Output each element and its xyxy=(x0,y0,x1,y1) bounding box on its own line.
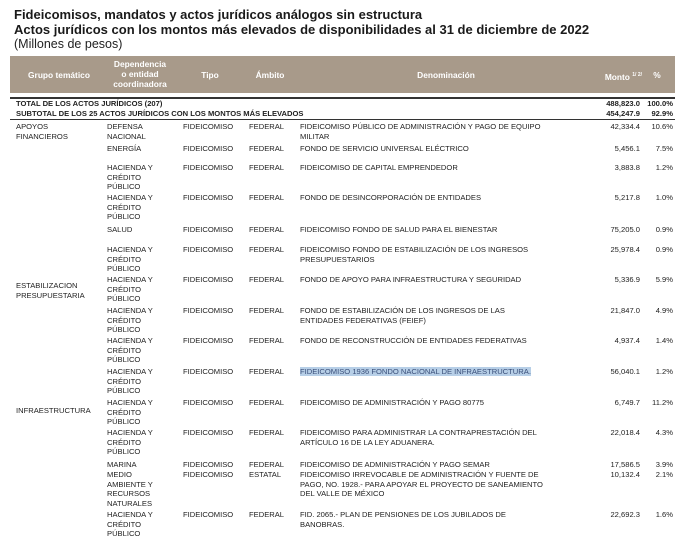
cell-tipo: FIDEICOMISO xyxy=(183,428,234,437)
header-ambito: Ámbito xyxy=(255,70,285,80)
cell-pct: 1.2% xyxy=(655,163,673,172)
cell-ambito: FEDERAL xyxy=(249,510,285,519)
cell-ambito: FEDERAL xyxy=(249,225,285,234)
denominacion-line: BANOBRAS. xyxy=(300,519,345,529)
document-subtitle: (Millones de pesos) xyxy=(14,37,123,51)
cell-ambito: FEDERAL xyxy=(249,144,285,153)
header-tipo: Tipo xyxy=(201,70,219,80)
header-denominacion: Denominación xyxy=(417,70,475,80)
cell-monto: 5,336.9 xyxy=(614,275,640,284)
cell-tipo: FIDEICOMISO xyxy=(183,336,234,345)
subtotal-monto: 454,247.9 xyxy=(606,109,640,118)
dependencia-line: CRÉDITO xyxy=(107,202,142,212)
cell-dependencia xyxy=(107,144,185,154)
dependencia-line: RECURSOS xyxy=(107,489,151,498)
dependencia-line: CRÉDITO xyxy=(107,284,142,294)
cell-ambito: FEDERAL xyxy=(249,122,285,131)
cell-pct: 1.6% xyxy=(655,510,673,519)
group-label-line: INFRAESTRUCTURA xyxy=(16,406,91,415)
cell-tipo: FIDEICOMISO xyxy=(183,193,234,202)
cell-pct: 1.2% xyxy=(655,367,673,376)
cell-dependencia xyxy=(107,428,185,457)
cell-dependencia xyxy=(107,460,185,470)
denominacion-line: FONDO DE RECONSTRUCCIÓN DE ENTIDADES FEDERATIVAS xyxy=(300,336,527,345)
group-label-line: APOYOS xyxy=(16,122,49,131)
cell-monto: 17,586.5 xyxy=(610,460,640,469)
cell-dependencia xyxy=(107,336,185,365)
cell-denominacion xyxy=(300,428,580,447)
cell-ambito: FEDERAL xyxy=(249,428,285,437)
denominacion-line[interactable] xyxy=(300,367,580,377)
document-title: Fideicomisos, mandatos y actos jurídicos análogos sin estructura xyxy=(14,7,423,22)
header-dependencia-line: o entidad xyxy=(121,69,159,79)
cell-tipo: FIDEICOMISO xyxy=(183,460,234,469)
dependencia-line: NACIONAL xyxy=(107,131,146,141)
cell-tipo: FIDEICOMISO xyxy=(183,225,234,234)
dependencia-line: CRÉDITO xyxy=(107,407,142,417)
cell-denominacion xyxy=(300,336,580,346)
cell-denominacion xyxy=(300,470,580,499)
cell-ambito: FEDERAL xyxy=(249,245,285,254)
denominacion-line: DEL VALLE DE MÉXICO xyxy=(300,489,385,498)
denominacion-line: FIDEICOMISO PÚBLICO DE ADMINISTRACIÓN Y PAGO DE EQUIPO xyxy=(300,122,541,131)
total-monto: 488,823.0 xyxy=(606,99,640,108)
cell-monto: 5,217.8 xyxy=(614,193,640,202)
cell-dependencia xyxy=(107,306,185,335)
cell-monto: 4,937.4 xyxy=(614,336,640,345)
denominacion-line: FIDEICOMISO PARA ADMINISTRAR LA CONTRAPRESTACIÓN DEL xyxy=(300,428,537,437)
cell-pct: 10.6% xyxy=(651,122,673,131)
dependencia-line: HACIENDA Y xyxy=(107,510,153,519)
denominacion-line: FONDO DE ESTABILIZACIÓN DE LOS INGRESOS DE LAS xyxy=(300,306,505,315)
dependencia-line: HACIENDA Y xyxy=(107,193,153,202)
denominacion-line: FID. 2065.- PLAN DE PENSIONES DE LOS JUBILADOS DE xyxy=(300,510,506,519)
cell-denominacion xyxy=(300,144,580,154)
dependencia-line: PÚBLICO xyxy=(107,325,141,334)
cell-monto: 21,847.0 xyxy=(610,306,640,315)
cell-dependencia xyxy=(107,398,185,427)
cell-ambito: FEDERAL xyxy=(249,306,285,315)
cell-ambito: FEDERAL xyxy=(249,275,285,284)
subtotal-label: SUBTOTAL DE LOS 25 ACTOS JURÍDICOS CON LOS MONTOS MÁS ELEVADOS xyxy=(16,109,304,118)
cell-dependencia xyxy=(107,122,185,141)
cell-ambito: FEDERAL xyxy=(249,460,285,469)
dependencia-line: PÚBLICO xyxy=(107,294,141,303)
denominacion-line: FIDEICOMISO DE CAPITAL EMPRENDEDOR xyxy=(300,163,458,172)
header-monto-note: 1/ 2/ xyxy=(632,72,642,78)
cell-dependencia xyxy=(107,245,185,274)
dependencia-line: PÚBLICO xyxy=(107,529,141,538)
cell-pct: 3.9% xyxy=(655,460,673,469)
cell-denominacion xyxy=(300,193,580,203)
cell-monto: 22,018.4 xyxy=(610,428,640,437)
denominacion-line: FONDO DE APOYO PARA INFRAESTRUCTURA Y SEGURIDAD xyxy=(300,275,522,284)
dependencia-line: PÚBLICO xyxy=(107,386,141,395)
denominacion-line: FIDEICOMISO DE ADMINISTRACIÓN Y PAGO SEMAR xyxy=(300,460,490,469)
denominacion-line: FIDEICOMISO FONDO DE ESTABILIZACIÓN DE LOS INGRESOS xyxy=(300,245,529,254)
total-pct: 100.0% xyxy=(647,99,673,108)
cell-pct: 0.9% xyxy=(655,225,673,234)
cell-dependencia xyxy=(107,510,185,539)
cell-denominacion xyxy=(300,122,580,141)
cell-pct: 4.9% xyxy=(655,306,673,315)
dependencia-line: CRÉDITO xyxy=(107,437,142,447)
cell-dependencia xyxy=(107,163,185,192)
cell-monto: 25,978.4 xyxy=(610,245,640,254)
denominacion-line: ENTIDADES FEDERATIVAS (FEIEF) xyxy=(300,315,426,325)
dependencia-line: HACIENDA Y xyxy=(107,428,153,437)
denominacion-line: FIDEICOMISO DE ADMINISTRACIÓN Y PAGO 80775 xyxy=(300,398,484,407)
total-label: TOTAL DE LOS ACTOS JURÍDICOS (207) xyxy=(16,99,163,108)
cell-denominacion xyxy=(300,460,580,470)
denominacion-line: PAGO, NO. 1928.- PARA APOYAR EL PROYECTO DE SANEAMIENTO xyxy=(300,479,543,489)
cell-tipo: FIDEICOMISO xyxy=(183,470,234,479)
cell-dependencia xyxy=(107,470,185,508)
dependencia-line: HACIENDA Y xyxy=(107,245,153,254)
denominacion-line: FIDEICOMISO FONDO DE SALUD PARA EL BIENESTAR xyxy=(300,225,498,234)
dependencia-line: HACIENDA Y xyxy=(107,163,153,172)
group-label-line: ESTABILIZACION xyxy=(16,281,78,290)
cell-pct: 1.0% xyxy=(655,193,673,202)
cell-pct: 5.9% xyxy=(655,275,673,284)
dependencia-line: HACIENDA Y xyxy=(107,306,153,315)
header-pct: % xyxy=(653,70,661,80)
cell-denominacion xyxy=(300,245,580,264)
header-dependencia-line: coordinadora xyxy=(113,79,167,89)
denominacion-line: PRESUPUESTARIOS xyxy=(300,254,375,264)
cell-denominacion xyxy=(300,163,580,173)
group-label-line: PRESUPUESTARIA xyxy=(16,290,85,300)
cell-pct: 7.5% xyxy=(655,144,673,153)
cell-tipo: FIDEICOMISO xyxy=(183,510,234,519)
cell-ambito: FEDERAL xyxy=(249,398,285,407)
cell-tipo: FIDEICOMISO xyxy=(183,163,234,172)
cell-denominacion xyxy=(300,275,580,285)
cell-denominacion xyxy=(300,510,580,529)
group-label-line: FINANCIEROS xyxy=(16,131,68,141)
cell-monto: 3,883.8 xyxy=(614,163,640,172)
dependencia-line: ENERGÍA xyxy=(107,144,142,153)
group-estabilizacion-presupuestaria xyxy=(16,281,106,300)
denominacion-line: ARTÍCULO 16 DE LA LEY ADUANERA. xyxy=(300,437,435,447)
cell-ambito: FEDERAL xyxy=(249,163,285,172)
cell-pct: 11.2% xyxy=(652,398,673,407)
cell-monto: 5,456.1 xyxy=(614,144,640,153)
header-monto xyxy=(580,70,642,82)
cell-tipo: FIDEICOMISO xyxy=(183,245,234,254)
cell-tipo: FIDEICOMISO xyxy=(183,122,234,131)
cell-pct: 1.4% xyxy=(655,336,673,345)
cell-tipo: FIDEICOMISO xyxy=(183,275,234,284)
dependencia-line: CRÉDITO xyxy=(107,376,142,386)
cell-denominacion[interactable] xyxy=(300,367,580,377)
dependencia-line: PÚBLICO xyxy=(107,355,141,364)
cell-ambito: FEDERAL xyxy=(249,336,285,345)
dependencia-line: PÚBLICO xyxy=(107,212,141,221)
cell-tipo: FIDEICOMISO xyxy=(183,144,234,153)
cell-tipo: FIDEICOMISO xyxy=(183,398,234,407)
header-monto-label: Monto xyxy=(604,71,630,82)
dependencia-line: HACIENDA Y xyxy=(107,275,153,284)
cell-dependencia xyxy=(107,367,185,396)
dependencia-line: AMBIENTE Y xyxy=(107,479,153,489)
cell-dependencia xyxy=(107,275,185,304)
dependencia-line: CRÉDITO xyxy=(107,254,142,264)
dependencia-line: HACIENDA Y xyxy=(107,336,153,345)
dependencia-line: CRÉDITO xyxy=(107,345,142,355)
cell-denominacion xyxy=(300,306,580,325)
header-grupo: Grupo temático xyxy=(28,70,90,80)
dependencia-line: PÚBLICO xyxy=(107,182,141,191)
document-title-line2: Actos jurídicos con los montos más elevados de disponibilidades al 31 de diciembre de 2022 xyxy=(14,22,590,37)
cell-dependencia xyxy=(107,225,185,235)
header-dependencia-line: Dependencia xyxy=(113,59,167,69)
dependencia-line: MARINA xyxy=(107,460,137,469)
subtotal-pct: 92.9% xyxy=(651,109,673,118)
cell-pct: 4.3% xyxy=(655,428,673,437)
denominacion-line: FONDO DE SERVICIO UNIVERSAL ELÉCTRICO xyxy=(300,144,469,153)
cell-ambito: FEDERAL xyxy=(249,367,285,376)
denominacion-line: FONDO DE DESINCORPORACIÓN DE ENTIDADES xyxy=(300,193,482,202)
cell-monto: 42,334.4 xyxy=(610,122,640,131)
cell-monto: 10,132.4 xyxy=(610,470,640,479)
group-apoyos-financieros xyxy=(16,122,106,141)
dependencia-line: CRÉDITO xyxy=(107,315,142,325)
dependencia-line: SALUD xyxy=(107,225,133,234)
cell-pct: 0.9% xyxy=(655,245,673,254)
table-header xyxy=(10,56,675,93)
cell-dependencia xyxy=(107,193,185,222)
denominacion-line: MILITAR xyxy=(300,131,330,141)
dependencia-line: NATURALES xyxy=(107,498,153,508)
cell-ambito: FEDERAL xyxy=(249,193,285,202)
dependencia-line: CRÉDITO xyxy=(107,519,142,529)
cell-denominacion xyxy=(300,398,580,408)
dependencia-line: CRÉDITO xyxy=(107,172,142,182)
dependencia-line: DEFENSA xyxy=(107,122,143,131)
highlighted-selection[interactable]: FIDEICOMISO 1936 FONDO NACIONAL DE INFRAESTRUCTURA. xyxy=(300,367,531,376)
dependencia-line: PÚBLICO xyxy=(107,264,141,273)
cell-tipo: FIDEICOMISO xyxy=(183,367,234,376)
cell-tipo: FIDEICOMISO xyxy=(183,306,234,315)
dependencia-line: HACIENDA Y xyxy=(107,398,153,407)
subtotal-divider xyxy=(10,119,675,120)
cell-monto: 22,692.3 xyxy=(610,510,640,519)
cell-monto: 6,749.7 xyxy=(614,398,640,407)
dependencia-line: PÚBLICO xyxy=(107,417,141,426)
dependencia-line: HACIENDA Y xyxy=(107,367,153,376)
cell-monto: 75,205.0 xyxy=(610,225,640,234)
header-dependencia xyxy=(105,59,175,89)
dependencia-line: MEDIO xyxy=(107,470,132,479)
cell-monto: 56,040.1 xyxy=(610,367,640,376)
cell-denominacion xyxy=(300,225,580,235)
denominacion-line: FIDEICOMISO IRREVOCABLE DE ADMINISTRACIÓN Y FUENTE DE xyxy=(300,470,539,479)
group-infraestructura xyxy=(16,406,106,416)
cell-ambito: ESTATAL xyxy=(249,470,282,479)
cell-pct: 2.1% xyxy=(655,470,673,479)
dependencia-line: PÚBLICO xyxy=(107,447,141,456)
